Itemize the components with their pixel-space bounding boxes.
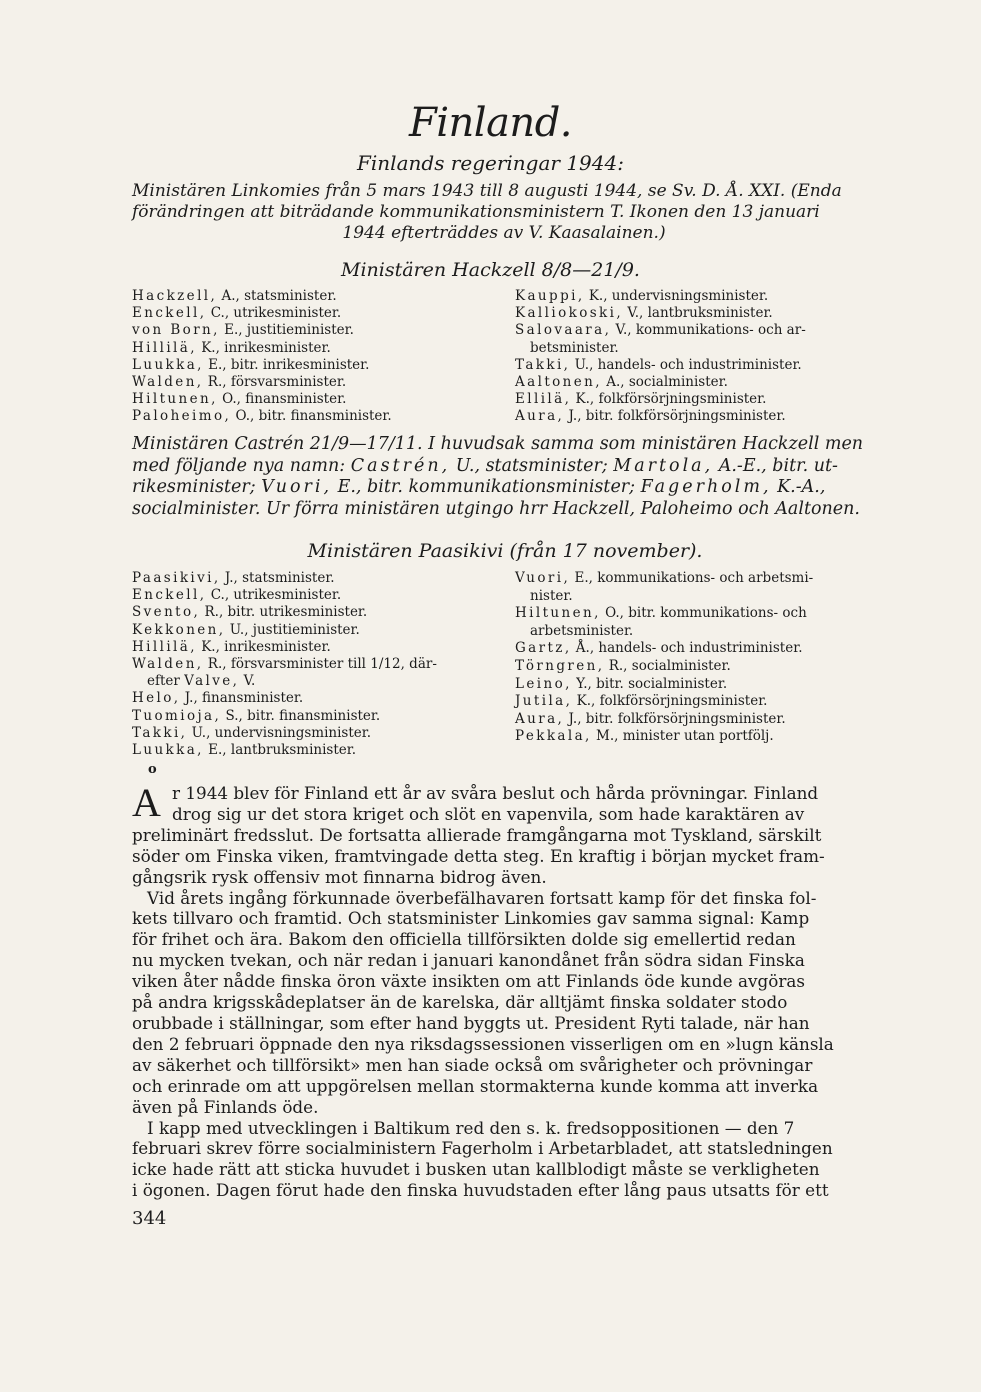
body-line: av säkerhet och tillförsikt» men han siade också om svårigheter och prövningar bbox=[132, 1054, 813, 1075]
minister-entry: Hillilä, K., inrikesminister. bbox=[132, 638, 331, 655]
minister-name: Pekkala, bbox=[515, 728, 592, 745]
body-line: söder om Finska viken, framtvingade detta steg. En kraftig i början mycket fram- bbox=[132, 845, 825, 866]
minister-name: Salovaara, bbox=[515, 322, 612, 339]
minister-entry: Helo, J., finansminister. bbox=[132, 690, 304, 707]
body-line: även på Finlands öde. bbox=[132, 1096, 319, 1117]
minister-entry: Hiltunen, O., bitr. kommunikations- och bbox=[515, 605, 807, 622]
minister-name: Enckell, bbox=[132, 305, 207, 322]
minister-name: Aaltonen, bbox=[515, 374, 602, 391]
minister-name: Hillilä, bbox=[132, 638, 197, 655]
hackzell-right-list bbox=[515, 288, 806, 426]
minister-name: Svento, bbox=[132, 604, 201, 621]
body-line: februari skrev förre socialministern Fagerholm i Arbetarbladet, att statsledningen bbox=[132, 1138, 833, 1159]
minister-entry: Aura, J., bitr. folkförsörjningsminister. bbox=[515, 408, 786, 425]
minister-name: Luukka, bbox=[132, 742, 204, 759]
minister-name: Luukka, bbox=[132, 356, 204, 373]
castren-line: socialminister. Ur förra ministären utgingo hrr Hackzell, Paloheimo och Aaltonen. bbox=[132, 498, 860, 519]
minister-name: Hiltunen, bbox=[132, 391, 218, 408]
minister-entry: Ellilä, K., folkförsörjningsminister. bbox=[515, 391, 767, 408]
minister-entry: Tuomioja, S., bitr. finansminister. bbox=[132, 707, 381, 724]
minister-entry: Paasikivi, J., statsminister. bbox=[132, 570, 335, 586]
body-line: icke hade rätt att sticka huvudet i busken utan kallblodigt måste se verkligheten bbox=[132, 1159, 820, 1180]
minister-entry: Walden, R., försvarsminister. bbox=[132, 374, 347, 391]
minister-entry: Luukka, E., lantbruksminister. bbox=[132, 742, 356, 759]
minister-name: Takki, bbox=[132, 724, 188, 741]
page-subtitle: Finlands regeringar 1944: bbox=[357, 151, 624, 175]
intro-line: Ministären Linkomies från 5 mars 1943 till 8 augusti 1944, se Sv. D. Å. XXI. (Enda bbox=[132, 181, 842, 201]
body-line: I kapp med utvecklingen i Baltikum red den s. k. fredsoppositionen — den 7 bbox=[147, 1117, 795, 1138]
minister-entry-continuation: betsminister. bbox=[530, 339, 619, 356]
minister-entry: Paloheimo, O., bitr. finansminister. bbox=[132, 408, 392, 425]
body-line: kets tillvaro och framtid. Och statsminister Linkomies gav samma signal: Kamp bbox=[132, 908, 810, 929]
paasikivi-right-list bbox=[515, 570, 813, 746]
minister-name: Leino, bbox=[515, 675, 572, 692]
minister-name: Takki, bbox=[515, 356, 571, 373]
minister-entry: Svento, R., bitr. utrikesminister. bbox=[132, 604, 368, 621]
minister-entry: Takki, U., undervisningsminister. bbox=[132, 724, 372, 741]
paasikivi-heading: Ministären Paasikivi (från 17 november). bbox=[307, 540, 703, 562]
minister-name: Helo, bbox=[132, 690, 181, 707]
body-line: och erinrade om att uppgörelsen mellan stormakterna kunde komma att inverka bbox=[132, 1075, 819, 1096]
body-line: den 2 februari öppnade den nya riksdagssessionen visserligen om en »lugn känsla bbox=[132, 1033, 834, 1054]
minister-name: Hillilä, bbox=[132, 339, 197, 356]
minister-entry: Enckell, C., utrikesminister. bbox=[132, 587, 342, 604]
intro-line: 1944 efterträddes av V. Kaasalainen.) bbox=[342, 223, 666, 243]
page-number: 344 bbox=[132, 1208, 167, 1229]
minister-entry: Gartz, Å., handels- och industriminister. bbox=[515, 640, 803, 657]
minister-name: Tuomioja, bbox=[132, 707, 222, 724]
minister-name: Törngren, bbox=[515, 657, 605, 674]
body-line: Vid årets ingång förkunnade överbefälhavaren fortsatt kamp för det finska fol- bbox=[147, 887, 817, 908]
drop-cap: A bbox=[132, 780, 161, 825]
minister-name: von Born, bbox=[132, 322, 220, 339]
page-title: Finland. bbox=[408, 100, 573, 146]
minister-name: Hackzell, bbox=[132, 288, 218, 304]
minister-entry: Leino, Y., bitr. socialminister. bbox=[515, 675, 728, 692]
minister-name: Castrén, bbox=[350, 455, 451, 476]
body-line: drog sig ur det stora kriget och slöt en vapenvila, som hade karaktären av bbox=[172, 803, 805, 824]
body-line: för frihet och ära. Bakom den officiella tillförsikten dolde sig emellertid redan bbox=[132, 929, 796, 950]
minister-name: Aura, bbox=[515, 710, 565, 727]
ring-mark: o bbox=[148, 762, 157, 777]
minister-name: Martola, bbox=[613, 455, 714, 476]
minister-entry: Kauppi, K., undervisningsminister. bbox=[515, 288, 769, 304]
minister-entry: Kekkonen, U., justitieminister. bbox=[132, 621, 360, 638]
minister-name: Paloheimo, bbox=[132, 408, 232, 425]
minister-name: Jutila, bbox=[515, 693, 573, 710]
body-line: viken åter nådde finska öron växte insikten om att Finlands öde kunde avgöras bbox=[132, 971, 806, 992]
minister-name: Kauppi, bbox=[515, 288, 585, 304]
body-line: gångsrik rysk offensiv mot finnarna bidrog även. bbox=[132, 866, 547, 887]
minister-entry: Aura, J., bitr. folkförsörjningsminister. bbox=[515, 710, 786, 727]
minister-entry: von Born, E., justitieminister. bbox=[132, 322, 354, 339]
minister-entry: Pekkala, M., minister utan portfölj. bbox=[515, 728, 774, 745]
body-line: r 1944 blev för Finland ett år av svåra beslut och hårda prövningar. Finland bbox=[172, 783, 819, 803]
body-paragraphs bbox=[132, 780, 876, 1201]
minister-name: Kekkonen, bbox=[132, 621, 226, 638]
minister-name: Walden, bbox=[132, 374, 204, 391]
minister-entry: Walden, R., försvarsminister till 1/12, där- bbox=[132, 656, 437, 673]
minister-name: Ellilä, bbox=[515, 391, 572, 408]
minister-name: Kalliokoski, bbox=[515, 305, 624, 322]
minister-entry: Hackzell, A., statsminister. bbox=[132, 288, 337, 304]
castren-line: Ministären Castrén 21/9—17/11. I huvudsak samma som ministären Hackzell men bbox=[132, 434, 864, 454]
minister-name: Paasikivi, bbox=[132, 570, 221, 586]
minister-entry-continuation: arbetsminister. bbox=[530, 622, 634, 639]
minister-name: Vuori, bbox=[515, 570, 571, 586]
minister-name: Walden, bbox=[132, 656, 204, 673]
minister-entry: Enckell, C., utrikesminister. bbox=[132, 305, 342, 322]
minister-entry: Törngren, R., socialminister. bbox=[515, 657, 731, 674]
minister-entry: Takki, U., handels- och industriminister. bbox=[515, 356, 802, 373]
minister-entry: Aaltonen, A., socialminister. bbox=[515, 374, 728, 391]
minister-entry: Jutila, K., folkförsörjningsminister. bbox=[515, 693, 768, 710]
minister-name: Aura, bbox=[515, 408, 565, 425]
minister-entry-continuation: nister. bbox=[530, 587, 573, 604]
minister-name: Fagerholm, bbox=[640, 477, 772, 497]
body-line: i ögonen. Dagen förut hade den finska huvudstaden efter lång paus utsatts för ett bbox=[132, 1180, 829, 1201]
minister-name: Vuori, bbox=[261, 477, 333, 497]
minister-entry: Vuori, E., kommunikations- och arbetsmi- bbox=[515, 570, 814, 586]
hackzell-heading: Ministären Hackzell 8/8—21/9. bbox=[341, 259, 640, 281]
intro-paragraph bbox=[132, 181, 876, 244]
minister-name: Enckell, bbox=[132, 587, 207, 604]
minister-entry: Luukka, E., bitr. inrikesminister. bbox=[132, 356, 370, 373]
castren-line: med följande nya namn: Castrén, U., statsminister; Martola, A.-E., bitr. ut- bbox=[132, 455, 838, 476]
minister-entry-continuation: efter Valve, V. bbox=[147, 673, 256, 690]
hackzell-left-list bbox=[132, 288, 392, 426]
minister-entry: Salovaara, V., kommunikations- och ar- bbox=[515, 322, 806, 339]
castren-paragraph bbox=[132, 434, 876, 520]
minister-entry: Hiltunen, O., finansminister. bbox=[132, 391, 347, 408]
minister-name: Valve, bbox=[184, 673, 240, 690]
body-line: nu mycken tvekan, och när redan i januari kanondånet från södra sidan Finska bbox=[132, 950, 805, 971]
castren-line: rikesminister; Vuori, E., bitr. kommunikationsminister; Fagerholm, K.-A., bbox=[132, 477, 826, 497]
minister-entry: Hillilä, K., inrikesminister. bbox=[132, 339, 331, 356]
intro-line: förändringen att biträdande kommunikationsministern T. Ikonen den 13 januari bbox=[132, 202, 820, 222]
minister-name: Hiltunen, bbox=[515, 605, 601, 622]
minister-name: Gartz, bbox=[515, 640, 572, 657]
paasikivi-left-list bbox=[132, 570, 437, 759]
body-line: preliminärt fredsslut. De fortsatta allierade framgångarna mot Tyskland, särskilt bbox=[132, 824, 822, 845]
minister-entry: Kalliokoski, V., lantbruksminister. bbox=[515, 305, 773, 322]
body-line: på andra krigsskådeplatser än de karelska, där alltjämt finska soldater stodo bbox=[132, 992, 788, 1013]
body-line: orubbade i ställningar, som efter hand byggts ut. President Ryti talade, när han bbox=[132, 1012, 810, 1033]
